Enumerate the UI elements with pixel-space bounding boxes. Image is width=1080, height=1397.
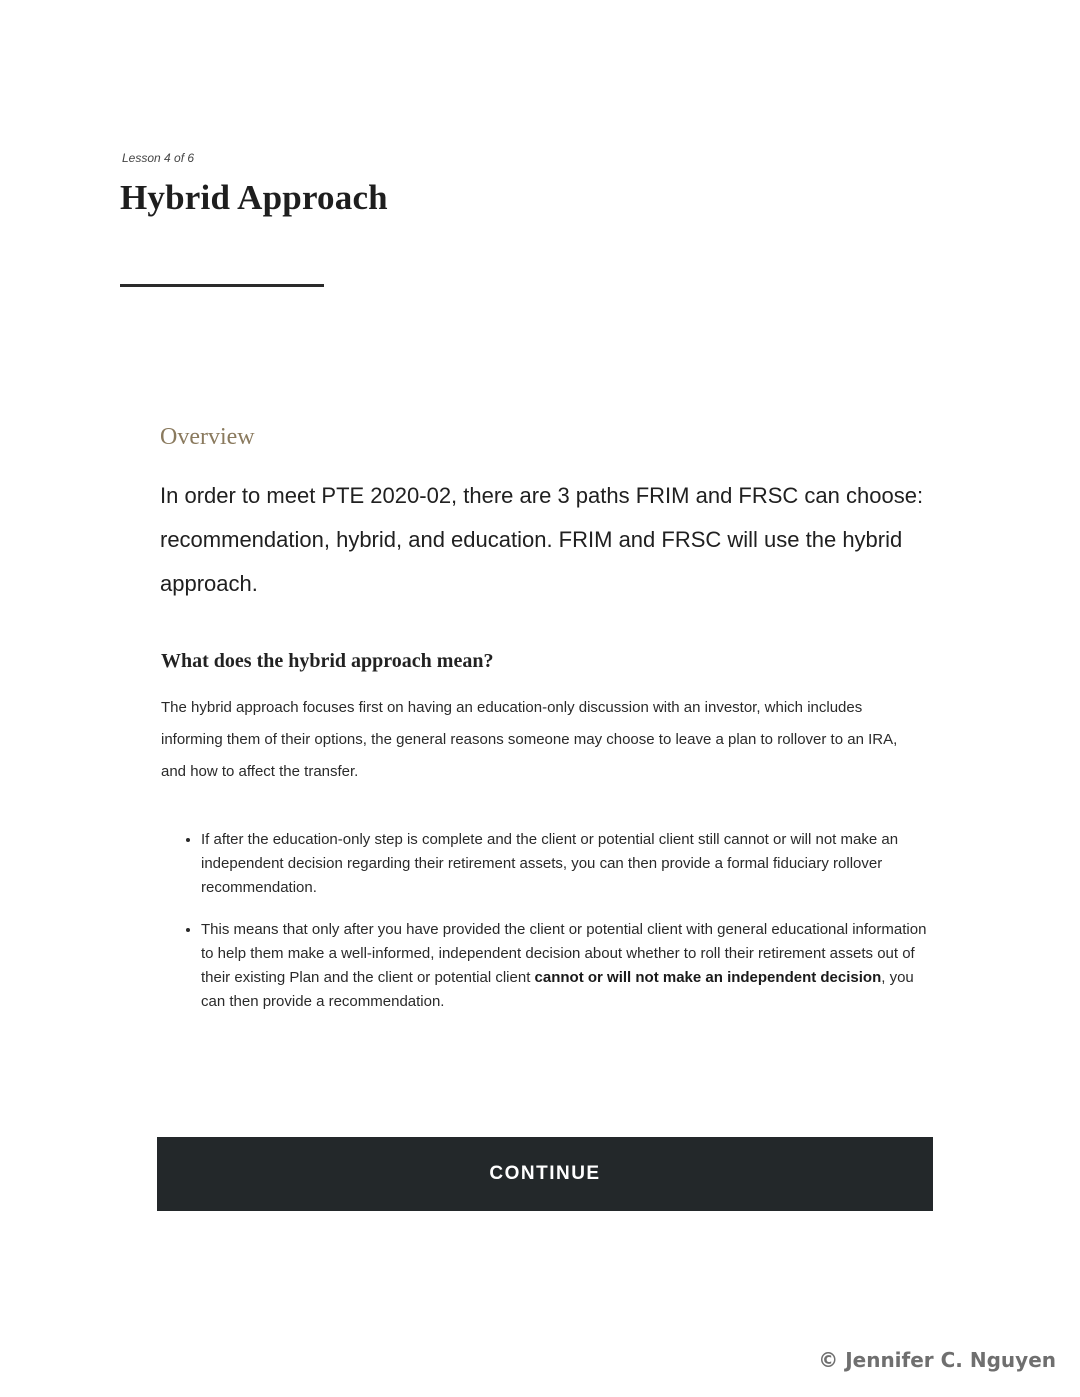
intro-paragraph: The hybrid approach focuses first on having an education-only discussion with an investor, which includes informing them of their options, the general reasons someone may choose to leave a plan to rollover to an IRA, and how to affect the transfer. [161, 699, 898, 780]
lesson-counter: Lesson 4 of 6 [122, 151, 195, 165]
bullet-emphasis: cannot or will not make an independent decision [534, 969, 882, 986]
bullet-list [161, 828, 931, 1032]
bullet-text: , you can then provide a recommendation. [201, 969, 914, 1010]
bullet-text: This means that only after you have provided the client or potential client with general educational information to help them make a well-informed, independent decision about whether to roll their retirement assets out of their existing Plan and the client or potential client [201, 921, 927, 986]
bullet-item [201, 828, 931, 900]
page-title: Hybrid Approach [120, 178, 388, 217]
continue-button[interactable]: CONTINUE [157, 1137, 933, 1211]
copyright-watermark: © Jennifer C. Nguyen [818, 1348, 1056, 1372]
section-heading: What does the hybrid approach mean? [161, 650, 494, 672]
bullet-text: If after the education-only step is complete and the client or potential client still cannot or will not make an independent decision regarding their retirement assets, you can then provide a formal fiduciary rollover recommendation. [201, 831, 899, 896]
title-divider [120, 284, 324, 287]
overview-heading: Overview [160, 424, 255, 450]
bullet-item [201, 918, 931, 1014]
overview-text: In order to meet PTE 2020-02, there are 3 paths FRIM and FRSC can choose: recommendation, hybrid, and education. FRIM and FRSC will use the hybrid approach. [160, 483, 924, 596]
